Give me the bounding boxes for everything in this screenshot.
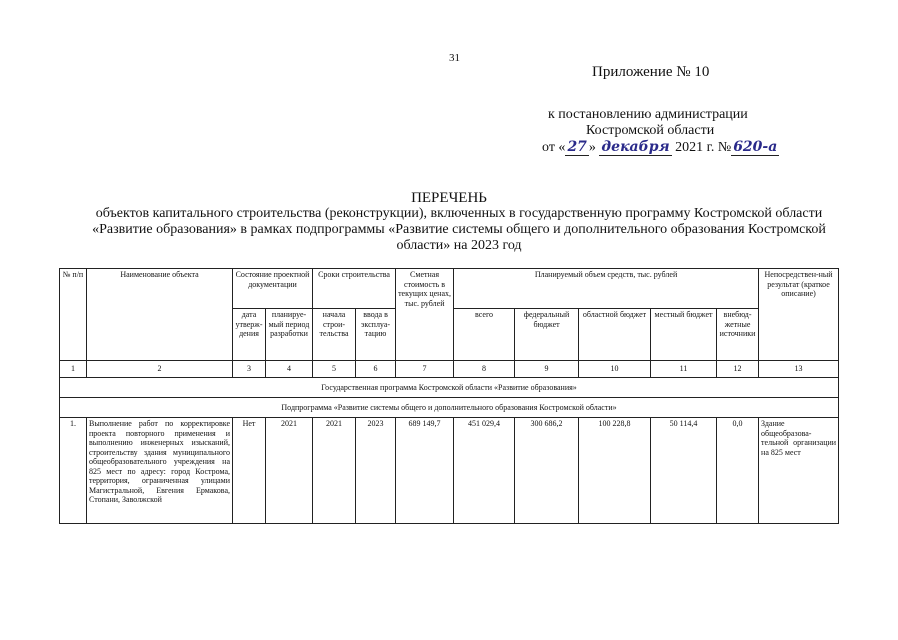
row-local: 50 114,4 — [651, 418, 717, 524]
col-number: 4 — [266, 361, 313, 378]
row-name: Выполнение работ по корректировке проекта повторного применения и выполнению инженерных изысканий, строительству здания муниципального общеобразовательного учреждения на 825 мест по адресу: город Кострома, территория, ограниченная улицами Магистральной, Евгения Ермакова, Стопани, Заволжской — [87, 418, 233, 524]
col-number: 6 — [356, 361, 396, 378]
header-regional: областной бюджет — [579, 309, 651, 361]
row-commission: 2023 — [356, 418, 396, 524]
row-offbudget: 0,0 — [717, 418, 759, 524]
row-result: Здание общеобразова-тельной организации на 825 мест — [759, 418, 839, 524]
row-approve-date: Нет — [233, 418, 266, 524]
header-cost: Сметная стоимость в текущих ценах, тыс. рублей — [396, 269, 454, 361]
col-number: 13 — [759, 361, 839, 378]
handwritten-month: декабря — [601, 139, 670, 155]
row-dev-period: 2021 — [266, 418, 313, 524]
program-row: Государственная программа Костромской области «Развитие образования» — [60, 378, 839, 398]
col-number: 9 — [515, 361, 579, 378]
header-start: начала строи-тельства — [313, 309, 356, 361]
document-subtitle: объектов капитального строительства (реконструкции), включенных в государственную программу Костромской области «Развитие образования» в рамках подпрограммы «Развитие системы общего и дополнительного образования Костромской области» на 2023 год — [92, 206, 826, 253]
appendix-label: Приложение № 10 — [592, 64, 710, 80]
header-total: всего — [454, 309, 515, 361]
header-federal: федеральный бюджет — [515, 309, 579, 361]
subprogram-row: Подпрограмма «Развитие системы общего и дополнительного образования Костромской области» — [60, 398, 839, 418]
date-prefix: от « — [542, 140, 566, 155]
header-planned: Планируемый объем средств, тыс. рублей — [454, 269, 759, 309]
document-title: ПЕРЕЧЕНЬ — [411, 190, 487, 206]
resolution-line-2: Костромской области — [586, 123, 715, 138]
header-local: местный бюджет — [651, 309, 717, 361]
col-number: 11 — [651, 361, 717, 378]
resolution-line-1: к постановлению администрации — [548, 107, 748, 122]
handwritten-day: 27 — [567, 139, 587, 155]
col-number: 3 — [233, 361, 266, 378]
page-number: 31 — [449, 52, 460, 64]
header-result: Непосредствен-ный результат (краткое описание) — [759, 269, 839, 361]
resolution-date-line — [542, 139, 779, 156]
handwritten-number: 620-а — [733, 139, 778, 155]
header-commission: ввода в эксплуа-тацию — [356, 309, 396, 361]
capital-objects-table — [59, 268, 839, 524]
col-number: 1 — [60, 361, 87, 378]
row-total: 451 029,4 — [454, 418, 515, 524]
col-number: 5 — [313, 361, 356, 378]
header-offbudget: внебюд-жетные источники — [717, 309, 759, 361]
col-number: 7 — [396, 361, 454, 378]
header-dev-period: планируе-мый период разработки — [266, 309, 313, 361]
row-regional: 100 228,8 — [579, 418, 651, 524]
date-year: 2021 г. № — [675, 140, 732, 155]
col-number: 2 — [87, 361, 233, 378]
date-mid: » — [588, 140, 596, 155]
row-cost: 689 149,7 — [396, 418, 454, 524]
header-num: № п/п — [60, 269, 87, 361]
header-name: Наименование объекта — [87, 269, 233, 361]
header-approve-date: дата утверж-дения — [233, 309, 266, 361]
col-number: 8 — [454, 361, 515, 378]
col-number: 10 — [579, 361, 651, 378]
row-federal: 300 686,2 — [515, 418, 579, 524]
header-state: Состояние проектной документации — [233, 269, 313, 309]
row-start: 2021 — [313, 418, 356, 524]
col-number: 12 — [717, 361, 759, 378]
header-terms: Сроки строительства — [313, 269, 396, 309]
row-num: 1. — [60, 418, 87, 524]
